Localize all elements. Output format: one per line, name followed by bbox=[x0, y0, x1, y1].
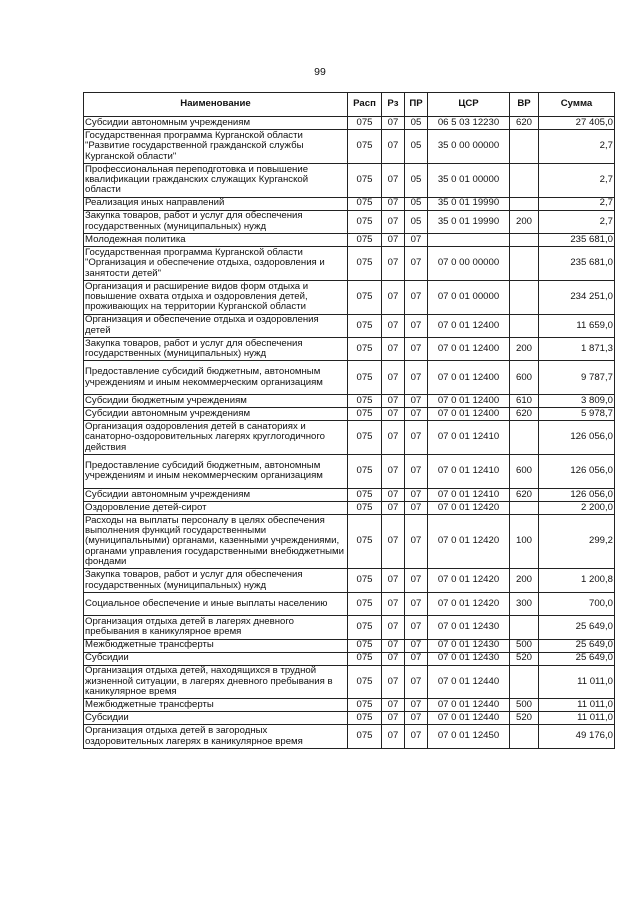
cell-vr: 620 bbox=[510, 408, 539, 421]
cell-rz: 07 bbox=[382, 488, 405, 501]
cell-pr: 07 bbox=[405, 514, 428, 569]
cell-sum: 11 011,0 bbox=[539, 699, 615, 712]
cell-name: Субсидии автономным учреждениям bbox=[84, 408, 348, 421]
cell-pr: 05 bbox=[405, 130, 428, 164]
header-rz: Рз bbox=[382, 93, 405, 117]
cell-rz: 07 bbox=[382, 246, 405, 280]
cell-rz: 07 bbox=[382, 514, 405, 569]
cell-sum: 3 809,0 bbox=[539, 395, 615, 408]
cell-rasp: 075 bbox=[348, 592, 382, 615]
cell-name: Профессиональная переподготовка и повышение квалификации гражданских служащих Курганской области bbox=[84, 163, 348, 197]
cell-csr: 07 0 01 12440 bbox=[428, 665, 510, 699]
cell-pr: 07 bbox=[405, 337, 428, 360]
table-row bbox=[84, 408, 615, 421]
cell-csr: 07 0 01 12400 bbox=[428, 337, 510, 360]
cell-csr: 07 0 01 12400 bbox=[428, 408, 510, 421]
cell-name: Государственная программа Курганской области "Развитие государственной гражданской службы Курганской области" bbox=[84, 130, 348, 164]
cell-vr bbox=[510, 501, 539, 514]
cell-name: Государственная программа Курганской области "Организация и обеспечение отдыха, оздоровления и занятости детей" bbox=[84, 246, 348, 280]
table-row bbox=[84, 163, 615, 197]
table-body bbox=[84, 117, 615, 749]
cell-rz: 07 bbox=[382, 569, 405, 592]
cell-csr: 07 0 01 12430 bbox=[428, 639, 510, 652]
cell-vr: 600 bbox=[510, 454, 539, 488]
table-row bbox=[84, 280, 615, 314]
cell-csr: 07 0 01 12410 bbox=[428, 454, 510, 488]
table-row bbox=[84, 488, 615, 501]
cell-rasp: 075 bbox=[348, 514, 382, 569]
table-row bbox=[84, 501, 615, 514]
cell-sum: 49 176,0 bbox=[539, 725, 615, 748]
cell-pr: 07 bbox=[405, 592, 428, 615]
cell-vr: 500 bbox=[510, 639, 539, 652]
cell-vr bbox=[510, 246, 539, 280]
page-number: 99 bbox=[314, 66, 326, 78]
cell-rasp: 075 bbox=[348, 130, 382, 164]
cell-csr: 07 0 00 00000 bbox=[428, 246, 510, 280]
cell-rasp: 075 bbox=[348, 454, 382, 488]
cell-vr bbox=[510, 421, 539, 455]
cell-rasp: 075 bbox=[348, 569, 382, 592]
cell-pr: 07 bbox=[405, 421, 428, 455]
table-row bbox=[84, 395, 615, 408]
cell-rasp: 075 bbox=[348, 639, 382, 652]
cell-vr: 520 bbox=[510, 652, 539, 665]
cell-name: Субсидии бюджетным учреждениям bbox=[84, 395, 348, 408]
cell-rz: 07 bbox=[382, 395, 405, 408]
cell-name: Субсидии автономным учреждениям bbox=[84, 488, 348, 501]
cell-rasp: 075 bbox=[348, 421, 382, 455]
cell-rasp: 075 bbox=[348, 233, 382, 246]
cell-sum: 2,7 bbox=[539, 163, 615, 197]
cell-name: Закупка товаров, работ и услуг для обеспечения государственных (муниципальных) нужд bbox=[84, 210, 348, 233]
cell-sum: 2,7 bbox=[539, 197, 615, 210]
cell-rz: 07 bbox=[382, 592, 405, 615]
cell-pr: 07 bbox=[405, 246, 428, 280]
cell-rasp: 075 bbox=[348, 314, 382, 337]
cell-pr: 05 bbox=[405, 117, 428, 130]
table-row bbox=[84, 246, 615, 280]
cell-pr: 07 bbox=[405, 501, 428, 514]
table-row bbox=[84, 314, 615, 337]
cell-rz: 07 bbox=[382, 197, 405, 210]
header-rasp: Расп bbox=[348, 93, 382, 117]
cell-name: Межбюджетные трансферты bbox=[84, 639, 348, 652]
cell-sum: 25 649,0 bbox=[539, 639, 615, 652]
cell-vr bbox=[510, 163, 539, 197]
cell-rasp: 075 bbox=[348, 246, 382, 280]
cell-csr: 07 0 01 12420 bbox=[428, 569, 510, 592]
header-csr: ЦСР bbox=[428, 93, 510, 117]
cell-rasp: 075 bbox=[348, 712, 382, 725]
cell-vr bbox=[510, 130, 539, 164]
cell-csr: 35 0 01 00000 bbox=[428, 163, 510, 197]
cell-rasp: 075 bbox=[348, 163, 382, 197]
cell-csr: 06 5 03 12230 bbox=[428, 117, 510, 130]
cell-name: Социальное обеспечение и иные выплаты населению bbox=[84, 592, 348, 615]
cell-rz: 07 bbox=[382, 337, 405, 360]
cell-sum: 5 978,7 bbox=[539, 408, 615, 421]
cell-rz: 07 bbox=[382, 712, 405, 725]
cell-vr: 200 bbox=[510, 337, 539, 360]
cell-rasp: 075 bbox=[348, 361, 382, 395]
cell-sum: 2,7 bbox=[539, 210, 615, 233]
cell-rz: 07 bbox=[382, 616, 405, 639]
table-row bbox=[84, 725, 615, 748]
cell-name: Предоставление субсидий бюджетным, автономным учреждениям и иным некоммерческим организациям bbox=[84, 361, 348, 395]
table-row bbox=[84, 210, 615, 233]
cell-pr: 07 bbox=[405, 361, 428, 395]
cell-rasp: 075 bbox=[348, 280, 382, 314]
cell-rasp: 075 bbox=[348, 725, 382, 748]
cell-rz: 07 bbox=[382, 725, 405, 748]
cell-name: Оздоровление детей-сирот bbox=[84, 501, 348, 514]
cell-pr: 07 bbox=[405, 454, 428, 488]
cell-csr: 07 0 01 12430 bbox=[428, 616, 510, 639]
cell-csr: 07 0 01 12420 bbox=[428, 514, 510, 569]
table-row bbox=[84, 233, 615, 246]
cell-name: Субсидии bbox=[84, 712, 348, 725]
cell-rz: 07 bbox=[382, 408, 405, 421]
table-row bbox=[84, 130, 615, 164]
cell-rasp: 075 bbox=[348, 616, 382, 639]
cell-csr: 07 0 01 12400 bbox=[428, 314, 510, 337]
cell-pr: 07 bbox=[405, 408, 428, 421]
cell-pr: 07 bbox=[405, 652, 428, 665]
cell-csr: 07 0 01 12440 bbox=[428, 712, 510, 725]
cell-pr: 07 bbox=[405, 699, 428, 712]
cell-rz: 07 bbox=[382, 454, 405, 488]
cell-sum: 2,7 bbox=[539, 130, 615, 164]
cell-vr bbox=[510, 314, 539, 337]
cell-csr: 07 0 01 12440 bbox=[428, 699, 510, 712]
cell-rz: 07 bbox=[382, 163, 405, 197]
cell-pr: 07 bbox=[405, 639, 428, 652]
cell-name: Организация отдыха детей в загородных оздоровительных лагерях в каникулярное время bbox=[84, 725, 348, 748]
cell-sum: 299,2 bbox=[539, 514, 615, 569]
table-row bbox=[84, 592, 615, 615]
cell-vr bbox=[510, 725, 539, 748]
cell-name: Закупка товаров, работ и услуг для обеспечения государственных (муниципальных) нужд bbox=[84, 569, 348, 592]
cell-vr: 610 bbox=[510, 395, 539, 408]
cell-pr: 07 bbox=[405, 395, 428, 408]
cell-rasp: 075 bbox=[348, 488, 382, 501]
cell-pr: 05 bbox=[405, 163, 428, 197]
cell-rz: 07 bbox=[382, 361, 405, 395]
cell-csr: 35 0 00 00000 bbox=[428, 130, 510, 164]
cell-csr: 07 0 01 12400 bbox=[428, 361, 510, 395]
cell-name: Организация отдыха детей в лагерях дневного пребывания в каникулярное время bbox=[84, 616, 348, 639]
cell-csr: 35 0 01 19990 bbox=[428, 197, 510, 210]
header-name: Наименование bbox=[84, 93, 348, 117]
cell-vr: 300 bbox=[510, 592, 539, 615]
cell-rasp: 075 bbox=[348, 210, 382, 233]
table-row bbox=[84, 665, 615, 699]
cell-rz: 07 bbox=[382, 130, 405, 164]
cell-name: Расходы на выплаты персоналу в целях обеспечения выполнения функций государственными (муниципальными) органами, казенными учреждениями, органами управления государственными внебюджетными фондами bbox=[84, 514, 348, 569]
cell-vr bbox=[510, 616, 539, 639]
table-row bbox=[84, 197, 615, 210]
cell-sum: 11 011,0 bbox=[539, 665, 615, 699]
cell-vr bbox=[510, 280, 539, 314]
cell-sum: 126 056,0 bbox=[539, 454, 615, 488]
cell-rasp: 075 bbox=[348, 699, 382, 712]
cell-sum: 234 251,0 bbox=[539, 280, 615, 314]
table-header-row bbox=[84, 93, 615, 117]
table-row bbox=[84, 454, 615, 488]
cell-sum: 9 787,7 bbox=[539, 361, 615, 395]
table-row bbox=[84, 514, 615, 569]
cell-vr: 600 bbox=[510, 361, 539, 395]
cell-pr: 07 bbox=[405, 280, 428, 314]
table-row bbox=[84, 421, 615, 455]
table-row bbox=[84, 712, 615, 725]
header-sum: Сумма bbox=[539, 93, 615, 117]
cell-rasp: 075 bbox=[348, 197, 382, 210]
cell-rz: 07 bbox=[382, 639, 405, 652]
cell-name: Субсидии bbox=[84, 652, 348, 665]
cell-vr bbox=[510, 233, 539, 246]
cell-rz: 07 bbox=[382, 233, 405, 246]
cell-rz: 07 bbox=[382, 210, 405, 233]
cell-csr: 07 0 01 12400 bbox=[428, 395, 510, 408]
cell-csr: 07 0 01 12410 bbox=[428, 488, 510, 501]
cell-pr: 07 bbox=[405, 233, 428, 246]
cell-rasp: 075 bbox=[348, 501, 382, 514]
table-row bbox=[84, 639, 615, 652]
cell-name: Организация и расширение видов форм отдыха и повышение охвата отдыха и оздоровления детей, проживающих на территории Курганской области bbox=[84, 280, 348, 314]
cell-pr: 07 bbox=[405, 725, 428, 748]
cell-csr: 07 0 01 00000 bbox=[428, 280, 510, 314]
cell-vr bbox=[510, 665, 539, 699]
cell-name: Молодежная политика bbox=[84, 233, 348, 246]
cell-sum: 27 405,0 bbox=[539, 117, 615, 130]
cell-rz: 07 bbox=[382, 117, 405, 130]
cell-pr: 05 bbox=[405, 197, 428, 210]
cell-vr: 520 bbox=[510, 712, 539, 725]
cell-name: Организация отдыха детей, находящихся в трудной жизненной ситуации, в лагерях дневного пребывания в каникулярное время bbox=[84, 665, 348, 699]
cell-pr: 07 bbox=[405, 314, 428, 337]
cell-pr: 07 bbox=[405, 665, 428, 699]
cell-csr: 35 0 01 19990 bbox=[428, 210, 510, 233]
cell-sum: 2 200,0 bbox=[539, 501, 615, 514]
cell-name: Межбюджетные трансферты bbox=[84, 699, 348, 712]
cell-rz: 07 bbox=[382, 501, 405, 514]
cell-name: Организация и обеспечение отдыха и оздоровления детей bbox=[84, 314, 348, 337]
cell-vr: 200 bbox=[510, 210, 539, 233]
cell-name: Организация оздоровления детей в санаториях и санаторно-оздоровительных лагерях круглогодичного действия bbox=[84, 421, 348, 455]
table-row bbox=[84, 652, 615, 665]
cell-vr: 500 bbox=[510, 699, 539, 712]
cell-sum: 25 649,0 bbox=[539, 616, 615, 639]
header-vr: ВР bbox=[510, 93, 539, 117]
table-row bbox=[84, 361, 615, 395]
cell-rasp: 075 bbox=[348, 337, 382, 360]
cell-vr: 100 bbox=[510, 514, 539, 569]
cell-rz: 07 bbox=[382, 421, 405, 455]
cell-rz: 07 bbox=[382, 652, 405, 665]
cell-rz: 07 bbox=[382, 665, 405, 699]
cell-sum: 11 659,0 bbox=[539, 314, 615, 337]
cell-rz: 07 bbox=[382, 699, 405, 712]
cell-rasp: 075 bbox=[348, 395, 382, 408]
cell-rasp: 075 bbox=[348, 408, 382, 421]
cell-sum: 235 681,0 bbox=[539, 233, 615, 246]
cell-pr: 07 bbox=[405, 488, 428, 501]
table-row bbox=[84, 337, 615, 360]
table-row bbox=[84, 616, 615, 639]
cell-csr: 07 0 01 12420 bbox=[428, 592, 510, 615]
table-row bbox=[84, 117, 615, 130]
cell-vr: 620 bbox=[510, 488, 539, 501]
cell-sum: 700,0 bbox=[539, 592, 615, 615]
cell-pr: 05 bbox=[405, 210, 428, 233]
cell-name: Субсидии автономным учреждениям bbox=[84, 117, 348, 130]
cell-pr: 07 bbox=[405, 712, 428, 725]
cell-sum: 1 200,8 bbox=[539, 569, 615, 592]
cell-csr bbox=[428, 233, 510, 246]
cell-pr: 07 bbox=[405, 569, 428, 592]
cell-pr: 07 bbox=[405, 616, 428, 639]
cell-rasp: 075 bbox=[348, 652, 382, 665]
cell-csr: 07 0 01 12410 bbox=[428, 421, 510, 455]
header-pr: ПР bbox=[405, 93, 428, 117]
cell-rasp: 075 bbox=[348, 117, 382, 130]
cell-vr: 620 bbox=[510, 117, 539, 130]
table-row bbox=[84, 569, 615, 592]
cell-sum: 126 056,0 bbox=[539, 421, 615, 455]
cell-sum: 1 871,3 bbox=[539, 337, 615, 360]
cell-sum: 25 649,0 bbox=[539, 652, 615, 665]
cell-vr: 200 bbox=[510, 569, 539, 592]
cell-csr: 07 0 01 12450 bbox=[428, 725, 510, 748]
cell-rz: 07 bbox=[382, 314, 405, 337]
cell-rasp: 075 bbox=[348, 665, 382, 699]
cell-csr: 07 0 01 12430 bbox=[428, 652, 510, 665]
budget-table bbox=[83, 92, 615, 749]
cell-csr: 07 0 01 12420 bbox=[428, 501, 510, 514]
cell-sum: 126 056,0 bbox=[539, 488, 615, 501]
cell-name: Предоставление субсидий бюджетным, автономным учреждениям и иным некоммерческим организациям bbox=[84, 454, 348, 488]
cell-name: Закупка товаров, работ и услуг для обеспечения государственных (муниципальных) нужд bbox=[84, 337, 348, 360]
cell-sum: 235 681,0 bbox=[539, 246, 615, 280]
cell-sum: 11 011,0 bbox=[539, 712, 615, 725]
cell-name: Реализация иных направлений bbox=[84, 197, 348, 210]
cell-rz: 07 bbox=[382, 280, 405, 314]
table-row bbox=[84, 699, 615, 712]
cell-vr bbox=[510, 197, 539, 210]
